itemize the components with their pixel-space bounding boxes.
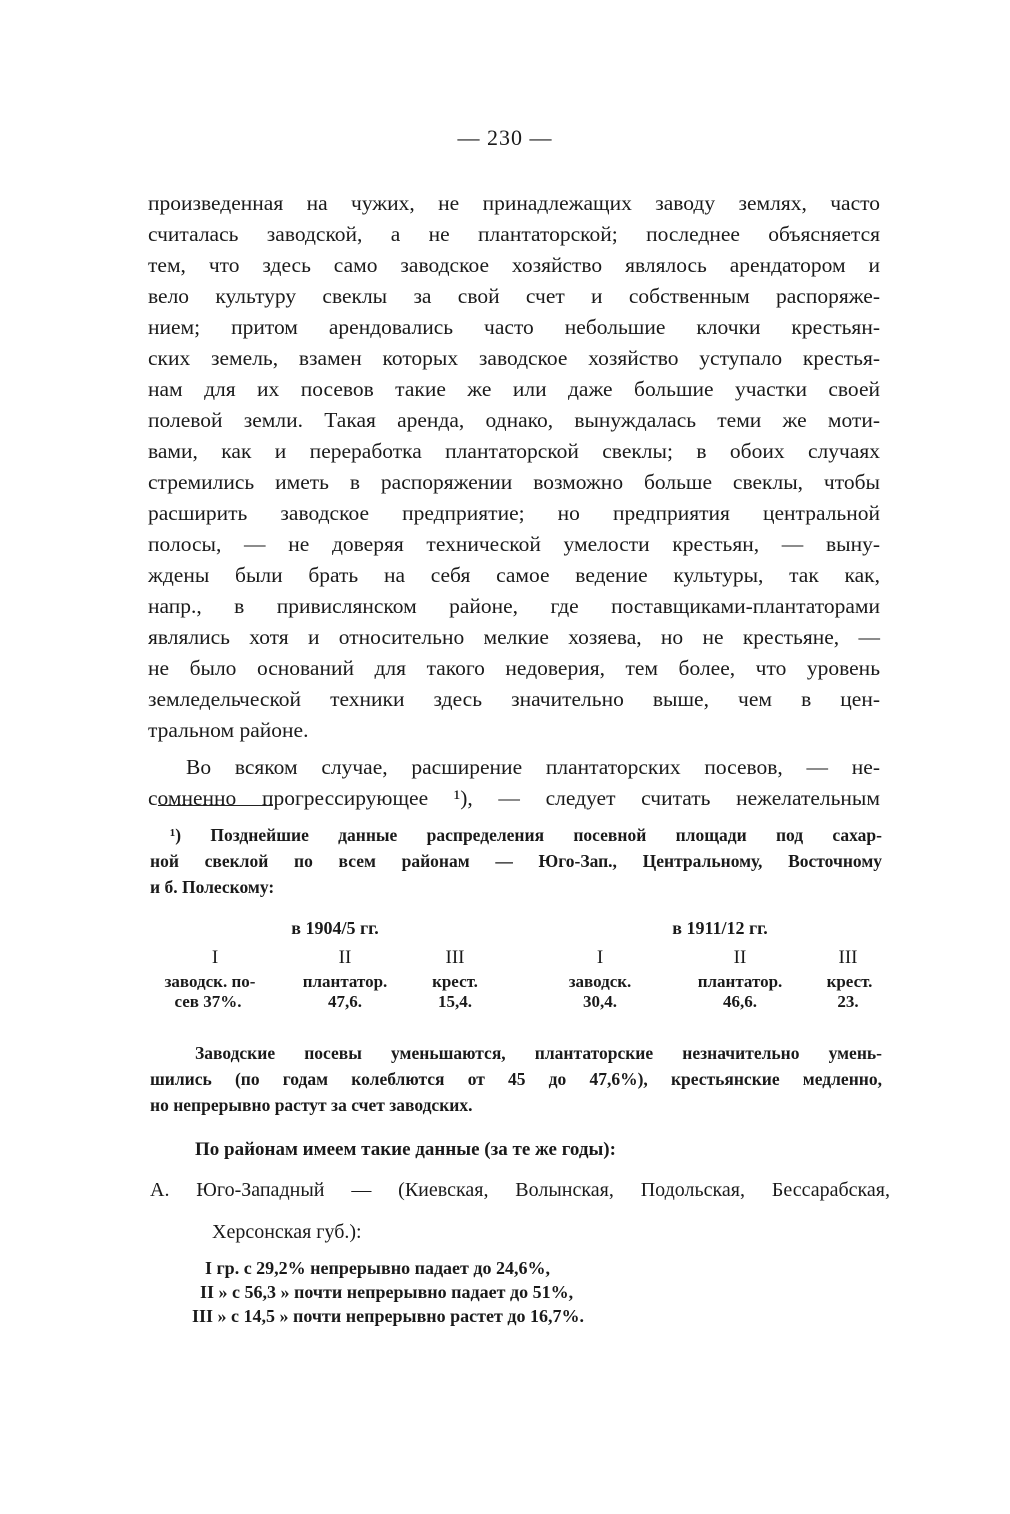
text-line: нием; притом арендовались часто небольшие клочки крестьян- xyxy=(148,315,880,339)
text-line: расширить заводское предприятие; но предприятия центральной xyxy=(148,501,880,525)
text-line: сомненно прогрессирующее ¹), — следует считать нежелательным xyxy=(148,786,880,810)
text-line: Во всяком случае, расширение плантаторских посевов, — не- xyxy=(186,755,880,779)
table-value: 47,6. xyxy=(328,992,362,1011)
table-value: сев 37%. xyxy=(174,992,242,1011)
note-line: Заводские посевы уменьшаются, плантаторские незначительно умень- xyxy=(195,1043,882,1063)
footnote xyxy=(150,822,882,900)
text-line: вело культуру свеклы за свой счет и собственным распоряже- xyxy=(148,284,880,308)
footnote-separator xyxy=(158,805,273,806)
table-label: крест. xyxy=(432,972,478,991)
text-line: тральном районе. xyxy=(148,718,309,742)
table-numeral: III xyxy=(445,947,465,968)
district-a-heading xyxy=(150,1175,890,1247)
table-label: заводск. по- xyxy=(164,972,256,991)
footnote-line: и б. Полескому: xyxy=(150,877,275,897)
district-a-line: А. Юго-Западный — (Киевская, Волынская, Подольская, Бессарабская, xyxy=(150,1179,890,1201)
text-line: полосы, — не доверяя технической умелости крестьян, — выну- xyxy=(148,532,880,556)
table-numeral: I xyxy=(211,947,219,968)
table-value: 23. xyxy=(837,992,859,1011)
text-line: полевой земли. Такая аренда, однако, вынуждалась теми же моти- xyxy=(148,408,880,432)
districts-intro: По районам имеем такие данные (за те же годы): xyxy=(195,1139,616,1160)
text-line: напр., в привислянском районе, где поставщиками-плантаторами xyxy=(148,594,880,618)
table-label: заводск. xyxy=(568,972,632,991)
note-line: но непрерывно растут за счет заводских. xyxy=(150,1095,473,1115)
text-line: земледельческой техники здесь значительно выше, чем в цен- xyxy=(148,687,880,711)
table-numeral: I xyxy=(596,947,604,968)
district-row: I гр. с 29,2% непрерывно падает до 24,6%, xyxy=(205,1258,550,1278)
table-value: 46,6. xyxy=(723,992,757,1011)
table-value: 30,4. xyxy=(583,992,617,1011)
text-line: считалась заводской, а не плантаторской; последнее объясняется xyxy=(148,222,880,246)
text-line: являлись хотя и относительно мелкие хозяева, но не крестьяне, — xyxy=(148,625,880,649)
table-label: крест. xyxy=(826,972,873,991)
note-line: шились (по годам колеблются от 45 до 47,6%), крестьянские медленно, xyxy=(150,1069,882,1089)
text-line: ждены были брать на себя самое ведение культуры, так как, xyxy=(148,563,880,587)
text-line: вами, как и переработка плантаторской свеклы; в обоих случаях xyxy=(148,439,880,463)
table-label: плантатор. xyxy=(302,972,388,991)
table-value: 15,4. xyxy=(438,992,472,1011)
table-numeral: II xyxy=(338,947,352,968)
footnote-line: ¹) Позднейшие данные распределения посевной площади под сахар- xyxy=(170,825,882,845)
table-label: плантатор. xyxy=(697,972,783,991)
table-numeral: II xyxy=(733,947,747,968)
page-number: — 230 — xyxy=(457,125,553,150)
table-numeral: III xyxy=(838,947,858,968)
period-1911-heading: в 1911/12 гг. xyxy=(672,918,768,938)
text-line: нам для их посевов такие же или даже большие участки своей xyxy=(148,377,880,401)
footnote-line: ной свеклой по всем районам — Юго-Зап., Центральному, Восточному xyxy=(150,851,882,871)
district-row: II » с 56,3 » почти непрерывно падает до 51%, xyxy=(200,1282,574,1302)
main-paragraph xyxy=(148,188,880,814)
district-a-line: Херсонская губ.): xyxy=(212,1221,362,1243)
period-1904-heading: в 1904/5 гг. xyxy=(291,918,379,938)
text-line: не было оснований для такого недоверия, тем более, что уровень xyxy=(148,656,880,680)
footnote-commentary xyxy=(150,1040,882,1118)
text-line: стремились иметь в распоряжении возможно больше свеклы, чтобы xyxy=(148,470,880,494)
district-row: III » с 14,5 » почти непрерывно растет до 16,7%. xyxy=(192,1306,584,1326)
text-line: ских земель, взамен которых заводское хозяйство уступало крестья- xyxy=(148,346,880,370)
text-line: произведенная на чужих, не принадлежащих заводу землях, часто xyxy=(148,191,880,215)
text-line: тем, что здесь само заводское хозяйство являлось арендатором и xyxy=(148,253,880,277)
